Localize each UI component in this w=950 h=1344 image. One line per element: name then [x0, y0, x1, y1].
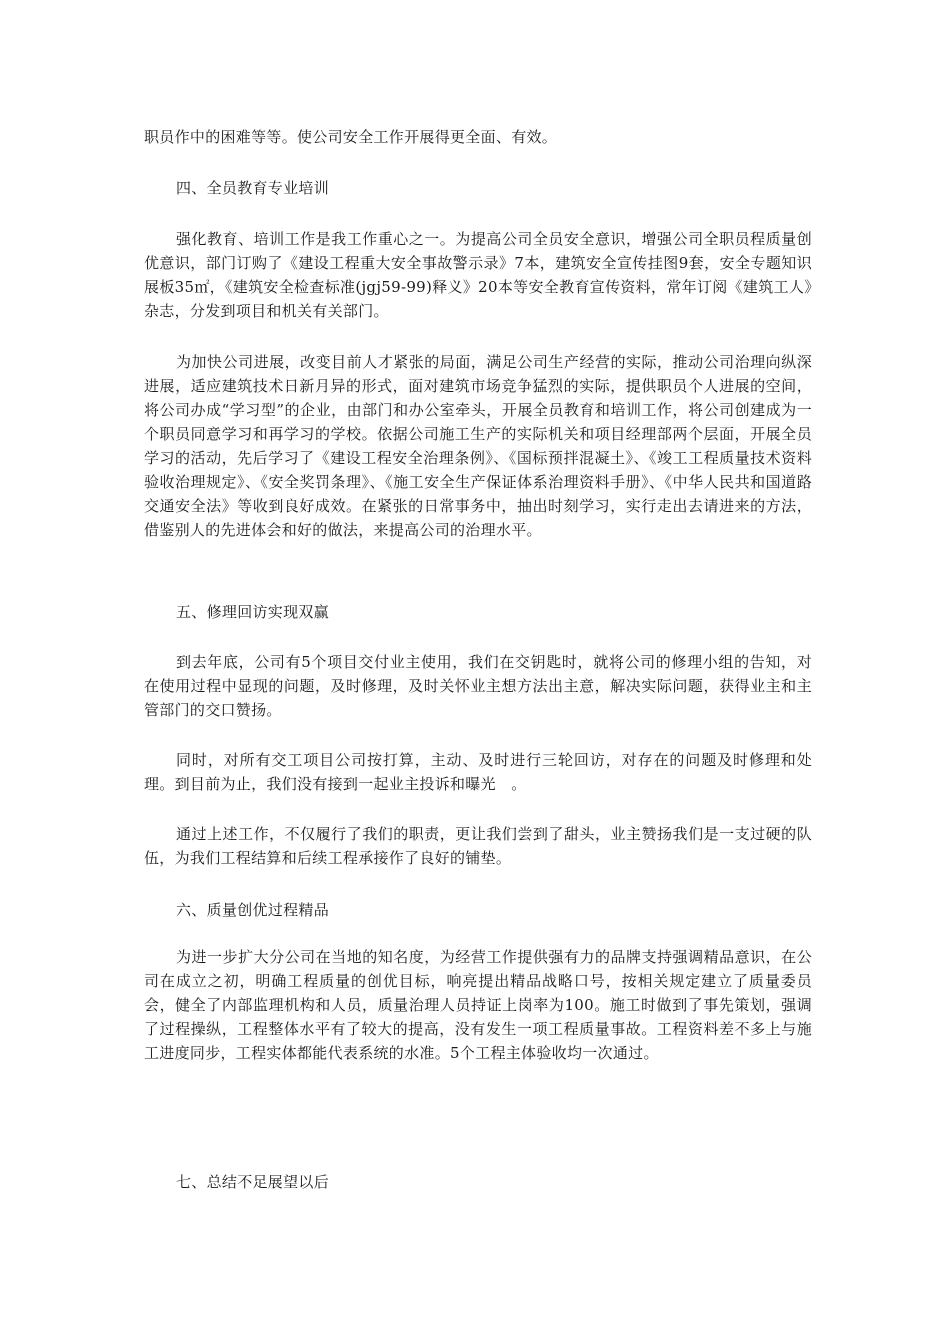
paragraph-learning-organization: 为加快公司进展，改变目前人才紧张的局面，满足公司生产经营的实际，推动公司治理向纵深进展，适应建筑技术日新月异的形式，面对建筑市场竞争猛烈的实际，提供职员个人进展的空间，将公司办成“学习型”的企业，由部门和办公室牵头，开展全员教育和培训工作，将公司创建成为一个职员同意学习和再学习的学校。依据公司施工生产的实际机关和项目经理部两个层面，开展全员学习的活动，先后学习了《建设工程安全治理条例》、《国标预拌混凝土》、《竣工工程质量技术资料验收治理规定》、《安全奖罚条理》、《施工安全生产保证体系治理资料手册》、《中华人民共和国道路交通安全法》等收到良好成效。在紧张的日常事务中，抽出时刻学习，实行走出去请进来的方法，借鉴别人的先进体会和好的做法，来提高公司的治理水平。 — [144, 353, 812, 539]
section-heading-7: 七、总结不足展望以后 — [176, 1173, 330, 1191]
paragraph-repair-service: 到去年底，公司有5个项目交付业主使用，我们在交钥匙时，就将公司的修理小组的告知，对在使用过程中显现的问题，及时修理，及时关怀业主想方法出主意，解决实际问题，获得业主和主管部门的交口赞扬。 — [144, 653, 812, 719]
section-heading-4: 四、全员教育专业培训 — [176, 179, 330, 197]
paragraph-continuation: 职员作中的困难等等。使公司安全工作开展得更全面、有效。 — [144, 128, 558, 146]
paragraph-results: 通过上述工作，不仅履行了我们的职责，更让我们尝到了甜头，业主赞扬我们是一支过硬的队伍，为我们工程结算和后续工程承接作了良好的铺垫。 — [144, 825, 812, 867]
paragraph-training-materials: 强化教育、培训工作是我工作重心之一。为提高公司全员安全意识，增强公司全职员程质量创优意识，部门订购了《建设工程重大安全事故警示录》7本，建筑安全宣传挂图9套，安全专题知识展板35㎡，《建筑安全检查标准(jgj59-99)释义》20本等安全教育宣传资料，常年订阅《建筑工人》杂志，分发到项目和机关有关部门。 — [144, 230, 812, 320]
section-heading-6: 六、质量创优过程精品 — [176, 901, 330, 919]
section-heading-5: 五、修理回访实现双赢 — [176, 603, 330, 621]
paragraph-quality-excellence: 为进一步扩大分公司在当地的知名度，为经营工作提供强有力的品牌支持强调精品意识，在公司在成立之初，明确工程质量的创优目标，响亮提出精品战略口号，按相关规定建立了质量委员会，健全了内部监理机构和人员，质量治理人员持证上岗率为100。施工时做到了事先策划，强调了过程操纵，工程整体水平有了较大的提高，没有发生一项工程质量事故。工程资料差不多上与施工进度同步，工程实体都能代表系统的水准。5个工程主体验收均一次通过。 — [144, 948, 812, 1062]
paragraph-return-visits: 同时，对所有交工项目公司按打算，主动、及时进行三轮回访，对存在的问题及时修理和处理。到目前为止，我们没有接到一起业主投诉和曝光 。 — [144, 751, 812, 793]
